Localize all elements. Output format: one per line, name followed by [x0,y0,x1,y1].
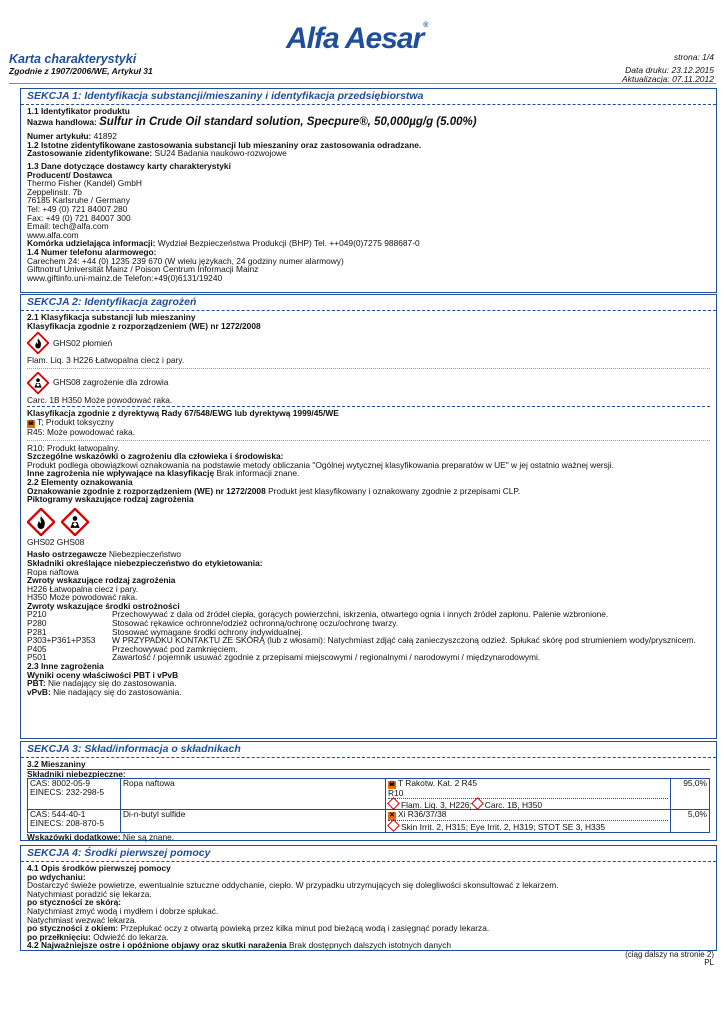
label-elements-heading: 2.2 Elementy oznakowania [27,476,133,487]
signal-word-label: Hasło ostrzegawcze [27,549,107,560]
table-row: CAS: 544-40-1 EINECS: 208-870-5 Di-n-butyl sulfide ✕ Xi R36/37/38 Skin Irrit. 2, H315; Eye Irrit. 2, H319; STOT SE 3, H335 5,0% [28,810,710,833]
hazard-statement: H226 Łatwopalna ciecz i pary. [27,583,139,594]
article-number: 41892 [93,131,117,142]
address-line: www.alfa.com [27,229,79,240]
trade-name-label: Nazwa handlowa: [27,116,97,127]
special-notes-label: Szczególne wskazówki o zagrożeniu dla człowieka i środowiska: [27,451,284,462]
irritant-symbol-icon: ✕ [389,812,395,820]
section-2 [20,294,717,739]
health-hazard-mini-icon [471,797,484,810]
producer-label: Producent/ Dostawca [27,169,113,180]
symptoms-text: Brak dostępnych dalszych istotnych danych [289,940,452,951]
precaution-row: P303+P361+P353 W PRZYPADKU KONTAKTU ZE SKÓRĄ (lub z włosami): Natychmiast zdjąć całą zanieczyszczoną odzież. Spłukać skórę pod strumieniem wody/prysznicem. [27,635,696,646]
address-line: Email: tech@alfa.com [27,221,109,232]
components-table [27,778,710,833]
section-4 [20,845,717,951]
address-line: Fax: +49 (0) 721 84007 300 [27,212,131,223]
address-line: Thermo Fisher (Kandel) GmbH [27,178,142,189]
eye-contact-text: Przepłukać oczy z otwartą powieką przez kilka minut pod bieżącą wodą i zasięgnąć porady lekarza. [120,923,490,934]
other-hazards: Brak informacji znane. [216,468,300,479]
flame-mini-icon [387,797,400,810]
s1-product-id-heading: 1.1 Identyfikator produktu [27,106,130,116]
ghs08-health-hazard-icon [61,508,89,536]
dangerous-components-label: Składniki niebezpieczne: [27,769,710,779]
section-4-title: SEKCJA 4: Środki pierwszej pomocy [21,846,716,862]
toxic-symbol-icon: ☠ [388,781,396,789]
r45-phrase: R45: Może powodować raka. [27,426,135,437]
doc-header [9,53,153,76]
inhalation-text: Dostarczyć świeże powietrze, ewentualnie sztuczne oddychanie, ciepło. W przypadku utrzymujących się dolegliwości skonsultować z lekarzem. [27,880,559,891]
header-divider [9,83,716,84]
emergency-line: www.giftinfo.uni-mainz.de Telefon:+49(0)6131/19240 [27,272,223,283]
language-code: PL [704,958,714,967]
clp-label-text: Produkt jest klasyfikowany i oznakowany zgodnie z przepisami CLP. [268,485,521,496]
address-line: Zeppelinstr. 7b [27,186,82,197]
additional-notes-label: Wskazówki dodatkowe: [27,831,121,842]
precaution-row: P210 Przechowywać z dala od źródeł ciepła, gorących powierzchni, iskrzenia, otwartego ognia i innych źródeł zapłonu. Palenie wzbronione. [27,609,609,620]
mixtures-heading: 3.2 Mieszaniny [27,759,86,769]
doc-meta [622,53,714,85]
first-aid-heading: 4.1 Opis środków pierwszej pomocy [27,863,171,873]
emergency-line: Carechem 24: +44 (0) 1235 239 670 (W wielu językach, 24 godziny numer alarmowy) [27,255,344,266]
vpvb-value: Nie nadający się do zastosowania. [53,686,182,697]
precaution-row: P281 Stosować wymagane środki ochrony indywidualnej. [27,626,303,637]
ghs02-flame-icon [27,332,49,354]
page-footer [625,951,714,967]
other-hazards-heading: 2.3 Inne zagrożenia [27,661,104,672]
print-date: Data druku: 23.12.2015 [625,64,714,75]
swallow-text: Odwieźć do lekarza. [93,931,169,942]
inhalation-text: Natychmiast poradzić się lekarza. [27,888,152,899]
flam-classification: Flam. Liq. 3 H226 Łatwopalna ciecz i pary. [27,355,185,366]
ghs08-health-hazard-icon [27,372,49,394]
inhalation-label: po wdychaniu: [27,871,86,882]
trade-name: Sulfur in Crude Oil standard solution, Specpure®, 50,000µg/g (5.00%) [99,115,477,128]
precaution-row: P280 Stosować rękawice ochronne/odzież ochronną/ochronę oczu/ochronę twarzy. [27,618,399,629]
s1-supplier-heading: 1.3 Dane dotyczące dostawcy karty charakterystyki [27,160,231,171]
s1-uses-heading: 1.2 Istotne zidentyfikowane zastosowania substancji lub mieszaniny oraz zastosowania odradzane. [27,139,422,150]
precaution-row: P501 Zawartość / pojemnik usuwać zgodnie z przepisami miejscowymi / regionalnymi / narodowymi / międzynarodowymi. [27,652,541,663]
label-component: Ropa naftowa [27,566,79,577]
ghs08-label: GHS08 zagrożenie dla zdrowia [53,377,169,388]
signal-word: Niebezpieczeństwo [108,549,182,560]
section-2-title: SEKCJA 2: Identyfikacja zagrożeń [21,295,716,311]
precaution-heading: Zwroty wskazujące środki ostrożności [27,600,180,611]
symptoms-label: 4.2 Najważniejsze ostre i opóźnione objawy oraz skutki narażenia [27,940,287,951]
alfa-aesar-logo: Alfa Aesar® [286,22,428,55]
info-label: Komórka udzielająca informacji: [27,238,156,249]
update-date: Aktualizacja: 07.11.2012 [622,74,714,84]
article-label: Numer artykułu: [27,131,92,142]
pbt-value: Nie nadający się do zastosowania. [47,678,177,689]
pbt-heading: Wyniki oceny właściwości PBT i vPvB [27,669,179,680]
doc-subtitle: Zgodnie z 1907/2006/WE, Artykuł 31 [9,66,153,76]
section-1-title: SEKCJA 1: Identyfikacja substancji/mieszaniny i identyfikacja przedsiębiorstwa [21,89,716,105]
skin-contact-label: po styczności ze skórą: [27,897,122,908]
swallow-label: po przełknięciu: [27,931,91,942]
precaution-row: P405 Przechowywać pod zamknięciem. [27,643,238,654]
address-line: 76185 Karlsruhe / Germany [27,195,130,206]
skin-contact-text: Natychmiast wezwać lekarza. [27,914,137,925]
special-notes: Produkt podlega obowiązkowi oznakowania na podstawie metody obliczania "Ogólnej wytycznej klasyfikowania preparatów w UE" w jej ostatnio ważnej wersji. [27,459,614,470]
emergency-line: Giftnotruf Universität Mainz / Poison Centrum Informacji Mainz [27,264,259,275]
table-row: CAS: 8002-05-9 EINECS: 232-298-5 Ropa naftowa ☠ T Rakotw. Kat. 2 R45 R10 Flam. Liq. 3, H226; Carc. 1B, H350 95,0% [28,779,710,810]
pbt-label: PBT: [27,678,46,689]
ghs02-flame-icon [27,508,55,536]
skin-contact-text: Natychmiast zmyć wodą i mydłem i dobrze spłukać. [27,905,219,916]
ghs02-label: GHS02 płomień [53,337,113,348]
carc-classification: Carc. 1B H350 Może powodować raka. [27,394,173,405]
toxic-symbol-icon: ☠ [27,419,35,427]
additional-notes: Nie są znane. [122,831,175,842]
hazard-statement: H350 Może powodować raka. [27,592,138,603]
continued-note: (ciąg dalszy na stronie 2) [625,950,714,959]
label-components-heading: Składniki określające niebezpieczeństwo do etykietowania: [27,557,263,568]
section-3-title: SEKCJA 3: Skład/informacja o składnikach [21,742,716,758]
other-hazards-label: Inne zagrożenia nie wpływające na klasyfikację [27,468,215,479]
directive-heading: Klasyfikacja zgodnie z dyrektywą Rady 67/548/EWG lub dyrektywą 1999/45/WE [27,408,339,419]
pictograms-heading: Piktogramy wskazujące rodzaj zagrożenia [27,494,194,505]
r10-phrase: R10: Produkt łatwopalny. [27,442,120,453]
vpvb-label: vPvB: [27,686,51,697]
use-value: SU24 Badania naukowo-rozwojowe [154,148,287,159]
exclamation-mini-icon [387,820,400,833]
emergency-heading: 1.4 Numer telefonu alarmowego: [27,246,157,257]
pictogram-caption: GHS02 GHS08 [27,536,85,547]
section-3 [20,741,717,841]
use-label: Zastosowanie zidentyfikowane: [27,148,153,159]
section-1 [20,88,717,293]
eye-contact-label: po styczności z okiem: [27,923,119,934]
hazard-statements-heading: Zwroty wskazujące rodzaj zagrożenia [27,575,176,586]
clp-label-label: Oznakowanie zgodnie z rozporządzeniem (WE) nr 1272/2008 [27,485,266,496]
doc-title: Karta charakterystyki [9,52,137,66]
info-value: Wydział Bezpieczeństwa Produkcji (BHP) Tel. ++049(0)7275 988687-0 [157,238,420,249]
s2-classification-heading: 2.1 Klasyfikacja substancji lub mieszaniny [27,312,196,322]
page-number: strona: 1/4 [673,52,714,62]
s2-clp-heading: Klasyfikacja zgodnie z rozporządzeniem (WE) nr 1272/2008 [27,320,261,331]
toxic-label: T; Produkt toksyczny [37,416,114,427]
address-line: Tel: +49 (0) 721 84007 280 [27,203,128,214]
